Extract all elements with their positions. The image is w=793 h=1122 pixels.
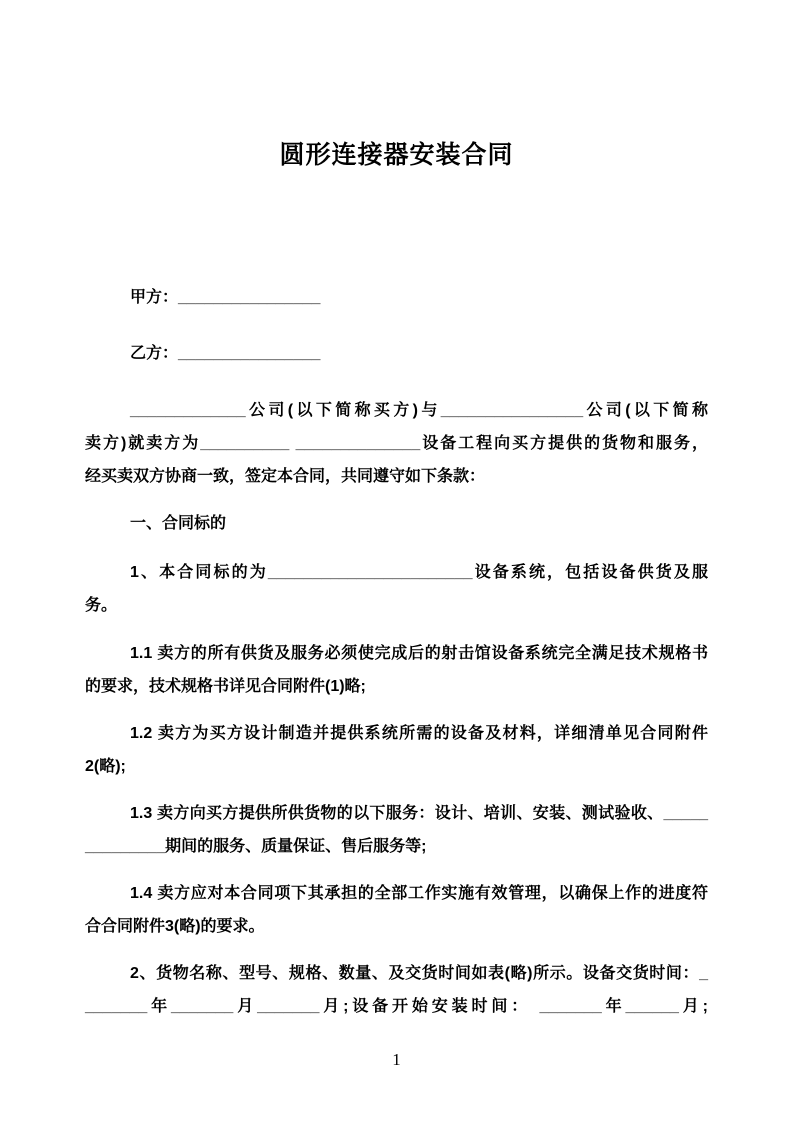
- section-1-heading: [85, 507, 708, 540]
- paragraph-line: 1.1 卖方的所有供货及服务必须使完成后的射击馆设备系统完全满足技术规格书: [130, 645, 708, 662]
- party-a-line: [85, 281, 708, 314]
- paragraph-line: _____________公司(以下简称买方)与________________公司(以下简称: [130, 402, 708, 419]
- party-b-label: 乙方：: [130, 345, 179, 362]
- paragraph-line: 的要求，技术规格书详见合同附件(1)略;: [85, 678, 366, 695]
- paragraph-line: 2、货物名称、型号、规格、数量、及交货时间如表(略)所示。设备交货时间：_: [130, 965, 708, 982]
- clause-2-paragraph: [85, 957, 708, 1023]
- party-b-blank-field: ________________: [178, 345, 321, 362]
- party-b-line: [85, 337, 708, 370]
- paragraph-line: 合合同附件3(略)的要求。: [85, 918, 265, 935]
- paragraph-line: 务。: [85, 597, 118, 614]
- clause-1-3-paragraph: [85, 797, 708, 863]
- paragraph-line: 2(略);: [85, 758, 126, 775]
- paragraph-line: 卖方)就卖方为__________ ______________设备工程向买方提供的货物和服务，: [85, 435, 708, 452]
- paragraph-line: _________期间的服务、质量保证、售后服务等;: [85, 838, 427, 855]
- party-a-blank-field: ________________: [178, 289, 321, 306]
- paragraph-line: 经买卖双方协商一致，签定本合同，共同遵守如下条款：: [85, 468, 486, 485]
- section-heading-text: 一、合同标的: [130, 515, 227, 532]
- clause-1-1-paragraph: [85, 637, 708, 703]
- paragraph-line: _______年_______月_______月;设备开始安装时间： _______年______月;: [85, 998, 708, 1015]
- document-title: 圆形连接器安装合同: [279, 141, 514, 169]
- paragraph-line: 1.4 卖方应对本合同项下其承担的全部工作实施有效管理，以确保上作的进度符: [130, 885, 708, 902]
- paragraph-line: 1、本合同标的为_______________________设备系统，包括设备供货及服: [130, 564, 708, 581]
- paragraph-line: 1.3 卖方向买方提供所供货物的以下服务：设计、培训、安装、测试验收、_____: [130, 805, 708, 822]
- paragraph-line: 1.2 卖方为买方设计制造并提供系统所需的设备及材料，详细清单见合同附件: [130, 725, 708, 742]
- party-a-row: [85, 281, 708, 314]
- party-a-label: 甲方：: [130, 289, 179, 306]
- clause-1-4-paragraph: [85, 877, 708, 943]
- clause-1-2-paragraph: [85, 717, 708, 783]
- page-number: 1: [392, 1050, 401, 1069]
- party-b-row: [85, 337, 708, 370]
- clause-1-paragraph: [85, 556, 708, 622]
- intro-paragraph: [85, 394, 708, 493]
